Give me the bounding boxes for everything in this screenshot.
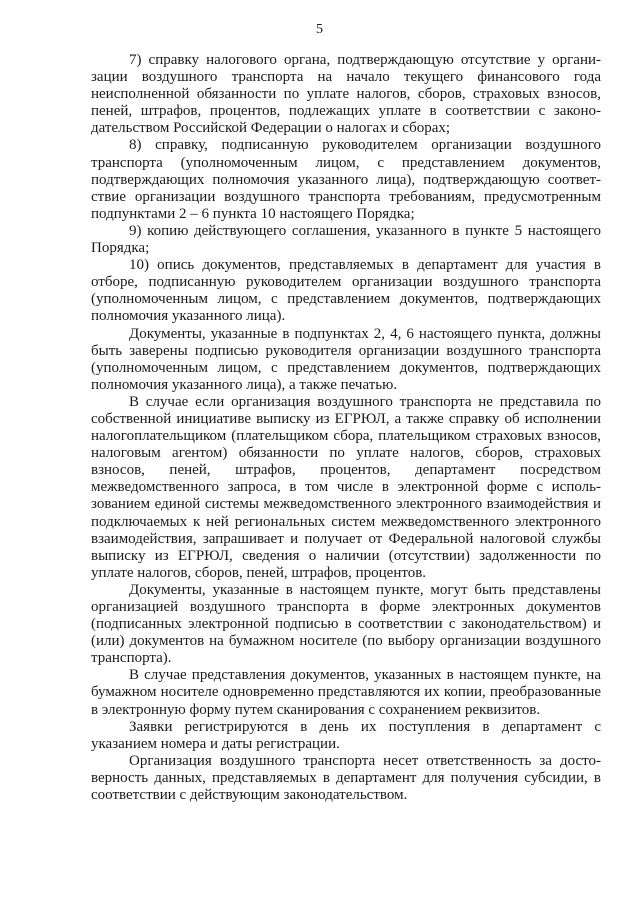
paragraph-responsibility: Организация воздушного транспорта несет ответственность за достоверность данных, представляемых в департамент для получения субсидии, в соответствии с действующим законодательством.	[91, 752, 601, 804]
paragraph-item-7: 7) справку налогового органа, подтверждающую отсутствие у организации воздушного транспорта на начало текущего финансового года неисполненной обязанности по уплате налогов, сборов, страховых взносов, пеней, штрафов, процентов, подлежащих уплате в соответствии с законодательством Российской Федерации о налогах и сборах;	[91, 52, 601, 137]
paragraph-item-9: 9) копию действующего соглашения, указанного в пункте 5 настоящего Порядка;	[91, 222, 601, 257]
page-number: 5	[316, 22, 323, 37]
paragraph-item-10: 10) опись документов, представляемых в департамент для участия в отборе, подписанную руководителем организации воздушного транспорта (уполномоченным лицом, с представлением документов, подтверждающих полномочия указанного лица).	[91, 257, 601, 325]
paragraph-registration: Заявки регистрируются в день их поступления в департамент с указанием номера и даты регистрации.	[91, 718, 601, 752]
paragraph-interagency-request: В случае если организация воздушного транспорта не представила по собственной инициативе выписку из ЕГРЮЛ, а также справку об исполнении налогоплательщиком (плательщиком сбора, плательщиком страховых взносов, налоговым агентом) обязанности по уплате налогов, сборов, страховых взносов, пеней, штрафов, процентов, департамент посредством межведомственного запроса, в том числе в электронной форме с использованием единой системы межведомственного электронного взаимодействия и подключаемых к ней региональных систем межведомственного электронного взаимодействия, запрашивает и получает от Федеральной налоговой службы выписку из ЕГРЮЛ, сведения о наличии (отсутствии) задолженности по уплате налогов, сборов, пеней, штрафов, процентов.	[91, 393, 601, 581]
paragraph-certification: Документы, указанные в подпунктах 2, 4, 6 настоящего пункта, должны быть заверены подписью руководителя организации воздушного транспорта (уполномоченным лицом, с представлением документов, подтверждающих полномочия указанного лица), а также печатью.	[91, 325, 601, 393]
paragraph-paper-copies: В случае представления документов, указанных в настоящем пункте, на бумажном носителе одновременно представляются их копии, преобразованные в электронную форму путем сканирования с сохранением реквизитов.	[91, 667, 601, 718]
paragraph-item-8: 8) справку, подписанную руководителем организации воздушного транспорта (уполномоченным лицом, с представлением документов, подтверждающих полномочия указанного лица), подтверждающую соответствие организации воздушного транспорта требованиям, предусмотренным подпунктами 2 – 6 пункта 10 настоящего Порядка;	[91, 137, 601, 222]
paragraph-electronic-documents: Документы, указанные в настоящем пункте, могут быть представлены организацией воздушного транспорта в форме электронных документов (подписанных электронной подписью в соответствии с законодательством) и (или) документов на бумажном носителе (по выбору организации воздушного транспорта).	[91, 581, 601, 667]
document-body	[91, 52, 601, 804]
